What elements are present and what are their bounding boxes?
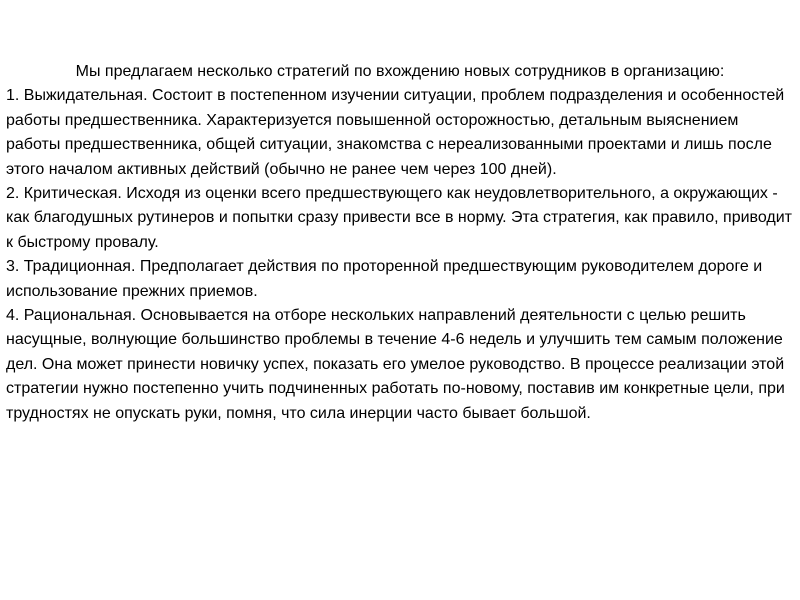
slide-text-block (6, 60, 794, 426)
strategy-paragraph-2: 2. Критическая. Исходя из оценки всего предшествующего как неудовлетворительного, а окружающих - как благодушных рутинеров и попытки сразу привести все в норму. Эта стратегия, как правило, приводит к быстрому провалу. (6, 185, 793, 251)
strategy-paragraph-1: 1. Выжидательная. Состоит в постепенном изучении ситуации, проблем подразделения и особенностей работы предшественника. Характеризуется повышенной осторожностью, детальным выяснением работы предшественника, общей ситуации, знакомства с нереализованными проектами и лишь после этого началом активных действий (обычно не ранее чем через 100 дней). (6, 87, 785, 178)
strategy-paragraph-3: 3. Традиционная. Предполагает действия по проторенной предшествующим руководителем дороге и использование прежних приемов. (6, 258, 763, 300)
strategy-paragraph-4: 4. Рациональная. Основывается на отборе нескольких направлений деятельности с целью решить насущные, волнующие большинство проблемы в течение 4-6 недель и улучшить тем самым положение дел. Она может принести новичку успех, показать его умелое руководство. В процессе реализации этой стратегии нужно постепенно учить подчиненных работать по-новому, поставив им конкретные цели, при трудностях не опускать руки, помня, что сила инерции часто бывает большой. (6, 307, 785, 422)
intro-text: Мы предлагаем несколько стратегий по вхождению новых сотрудников в организацию: (75, 63, 725, 80)
